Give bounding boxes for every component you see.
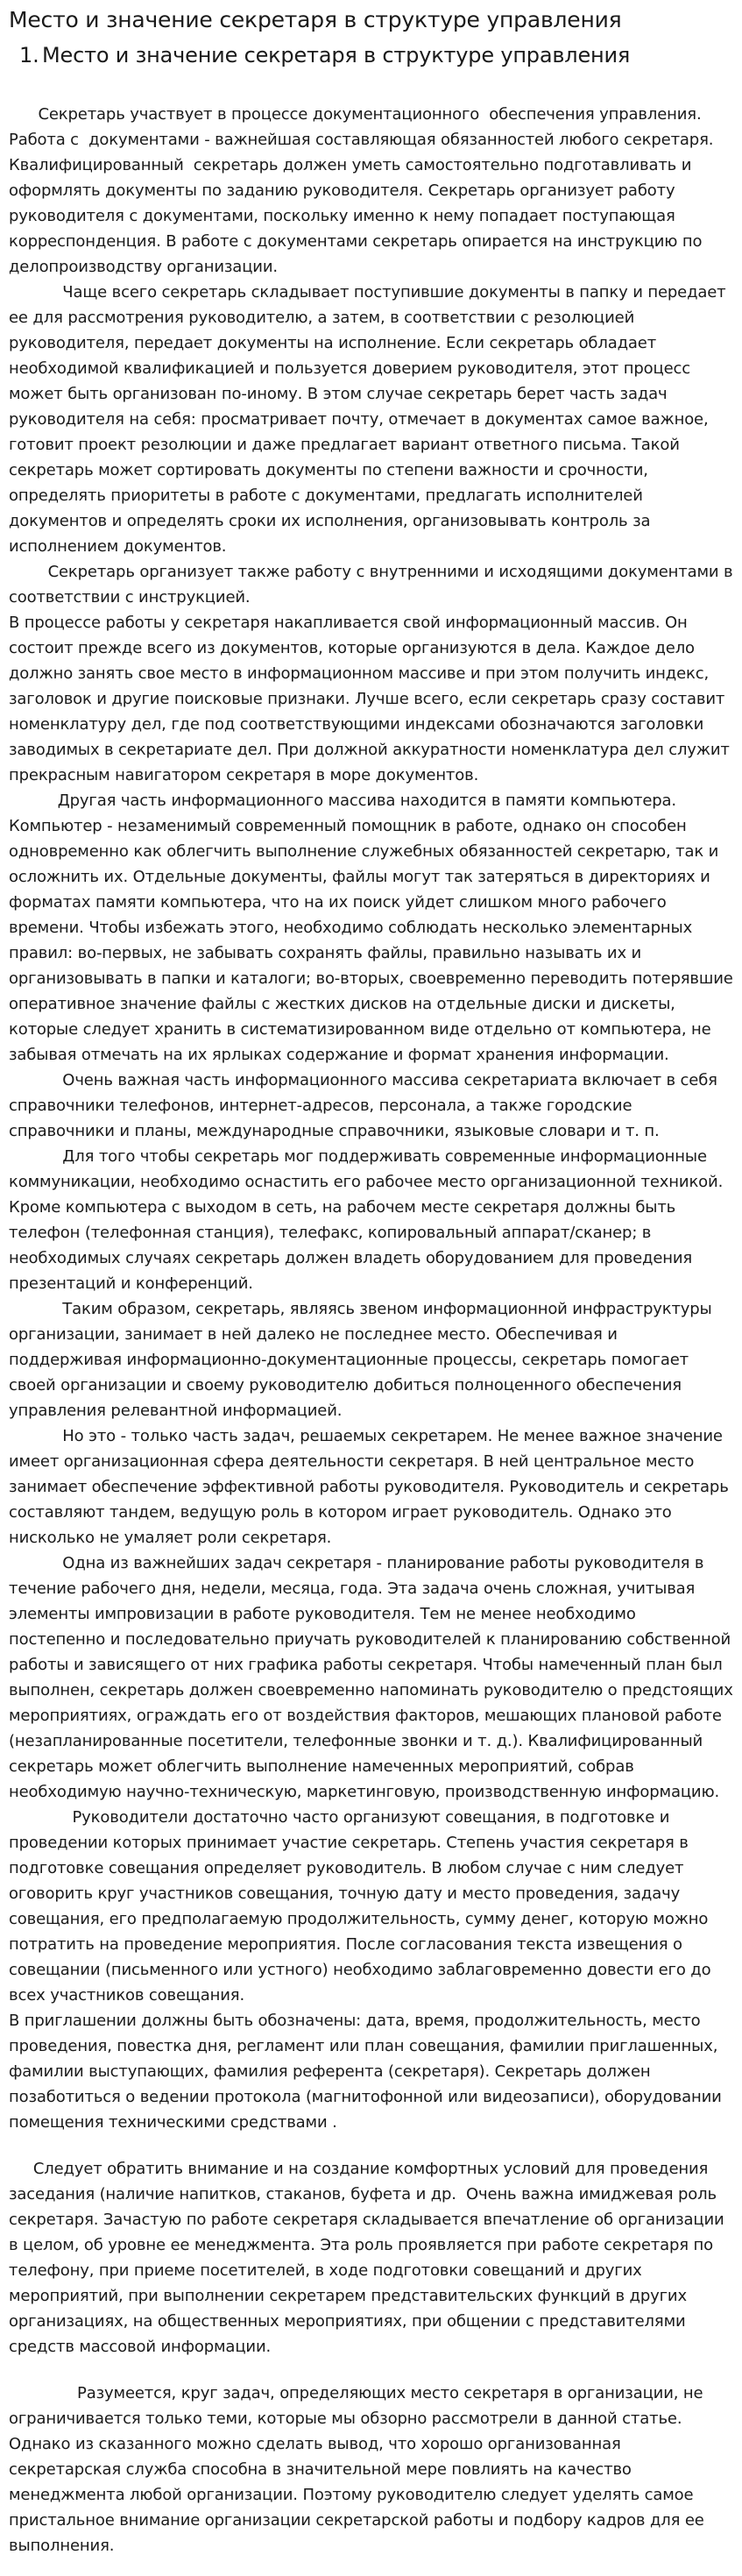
paragraph: Для того чтобы секретарь мог поддерживать современные информационные коммуникации, необходимо оснастить его рабочее место организационной техникой. Кроме компьютера с выходом в сеть, на рабочем месте секретаря должны быть телефон (телефонная станция), телефакс, копировальный аппарат/сканер; в необходимых случаях секретарь должен владеть оборудованием для проведения презентаций и конференций. [9, 1147, 728, 1293]
paragraph: Руководители достаточно часто организуют совещания, в подготовке и проведении которых принимает участие секретарь. Степень участия секретаря в подготовке совещания определяет руководитель. В любом случае с ним следует оговорить круг участников совещания, точную дату и место проведения, задачу совещания, его предполагаемую продолжительность, сумму денег, которую можно потратить на проведение мероприятия. После согласования текста извещения о совещании (письменного или устного) необходимо заблаговременно довести его до всех участников совещания. [9, 1808, 717, 2005]
section-heading [9, 40, 733, 70]
section-heading-text: Место и значение секретаря в структуре управления [42, 43, 631, 67]
paragraph: Одна из важнейших задач секретаря - планирование работы руководителя в течение рабочего дня, недели, месяца, года. Эта задача очень сложная, учитывая элементы импровизации в работе руководителя. Тем не менее необходимо постепенно и последовательно приучать руководителей к планированию собственной работы и зависящего от них графика работы секретаря. Чтобы намеченный план был выполнен, секретарь должен своевременно напоминать руководителю о предстоящих мероприятиях, ограждать его от воздействия факторов, мешающих плановой работе (незапланированные посетители, телефонные звонки и т. д.). Квалифицированный секретарь может облегчить выполнение намеченных мероприятий, собрав необходимую научно-техническую, маркетинговую, производственную информацию. [9, 1554, 738, 1801]
paragraph: В процессе работы у секретаря накапливается свой информационный массив. Он состоит прежде всего из документов, которые организуются в дела. Каждое дело должно занять свое место в информационном массиве и при этом получить индекс, заголовок и другие поисковые признаки. Лучше всего, если секретарь сразу составит номенклатуру дел, где под соответствующими индексами обозначаются заголовки заводимых в секретариате дел. При должной аккуратности номенклатура дел служит прекрасным навигатором секретаря в море документов. [9, 614, 735, 784]
paragraph: Чаще всего секретарь складывает поступившие документы в папку и передает ее для рассмотрения руководителю, а затем, в соответствии с резолюцией руководителя, передает документы на исполнение. Если секретарь обладает необходимой квалификацией и пользуется доверием руководителя, этот процесс может быть организован по-иному. В этом случае секретарь берет часть задач руководителя на себя: просматривает почту, отмечает в документах самое важное, готовит проект резолюции и даже предлагает вариант ответного письма. Такой секретарь может сортировать документы по степени важности и срочности, определять приоритеты в работе с документами, предлагать исполнителей документов и определять сроки их исполнения, организовывать контроль за исполнением документов. [9, 283, 731, 556]
paragraph: Секретарь участвует в процессе документационного обеспечения управления. Работа с документами - важнейшая составляющая обязанностей любого секретаря. Квалифицированный секретарь должен уметь самостоятельно подготавливать и оформлять документы по заданию руководителя. Секретарь организует работу руководителя с документами, поскольку именно к нему попадает поступающая корреспонденция. В работе с документами секретарь опирается на инструкцию по делопроизводству организации. [9, 105, 718, 276]
paragraph: Следует обратить внимание и на создание комфортных условий для проведения заседания (наличие напитков, стаканов, буфета и др. Очень важна имиджевая роль секретаря. Зачастую по работе секретаря складывается впечатление об организации в целом, об уровне ее менеджмента. Эта роль проявляется при работе секретаря по телефону, при приеме посетителей, в ходе подготовки совещаний и других мероприятий, при выполнении секретарем представительских функций в других организациях, на общественных мероприятиях, при общении с представителями средств массовой информации. [9, 2160, 730, 2356]
section-number: 1. [19, 43, 39, 67]
paragraph: Таким образом, секретарь, являясь звеном информационной инфраструктуры организации, занимает в ней далеко не последнее место. Обеспечивая и поддерживая информационно-документационные процессы, секретарь помогает своей организации и своему руководителю добиться полноценного обеспечения управления релевантной информацией. [9, 1300, 717, 1420]
page-title: Место и значение секретаря в структуре управления [9, 7, 622, 32]
paragraph: Другая часть информационного массива находится в памяти компьютера. Компьютер - незаменимый современный помощник в работе, однако он способен одновременно как облегчить выполнение служебных обязанностей секретарю, так и осложнить их. Отдельные документы, файлы могут так затеряться в директориях и форматах памяти компьютера, что на их поиск уйдет слишком много рабочего времени. Чтобы избежать этого, необходимо соблюдать несколько элементарных правил: во-первых, не забывать сохранять файлы, правильно называть их и организовывать в папки и каталоги; во-вторых, своевременно переводить потерявшие оперативное значение файлы с жестких дисков на отдельные диски и дискеты, которые следует хранить в систематизированном виде отдельно от компьютера, не забывая отмечать на их ярлыках содержание и формат хранения информации. [9, 791, 738, 1064]
paragraph: В приглашении должны быть обозначены: дата, время, продолжительность, место проведения, повестка дня, регламент или план совещания, фамилии приглашенных, фамилии выступающих, фамилия референта (секретаря). Секретарь должен позаботиться о ведении протокола (магнитофонной или видеозаписи), оборудовании помещения техническими средствами . [9, 2012, 727, 2132]
paragraph: Секретарь организует также работу с внутренними и исходящими документами в соответствии с инструкцией. [9, 563, 738, 607]
paragraph: Но это - только часть задач, решаемых секретарем. Не менее важное значение имеет организационная сфера деятельности секретаря. В ней центральное место занимает обеспечение эффективной работы руководителя. Руководитель и секретарь составляют тандем, ведущую роль в котором играет руководитель. Однако это нисколько не умаляет роли секретаря. [9, 1427, 734, 1547]
body-text [9, 102, 738, 2558]
paragraph: Разумеется, круг задач, определяющих место секретаря в организации, не ограничивается только теми, которые мы обзорно рассмотрели в данной статье. Однако из сказанного можно сделать вывод, что хорошо организованная секретарская служба способна в значительной мере повлиять на качество менеджмента любой организации. Поэтому руководителю следует уделять самое пристальное внимание организации секретарской работы и подбору кадров для ее выполнения. [9, 2384, 710, 2555]
paragraph: Очень важная часть информационного массива секретариата включает в себя справочники телефонов, интернет-адресов, персонала, а также городские справочники и планы, международные справочники, языковые словари и т. п. [9, 1071, 723, 1140]
